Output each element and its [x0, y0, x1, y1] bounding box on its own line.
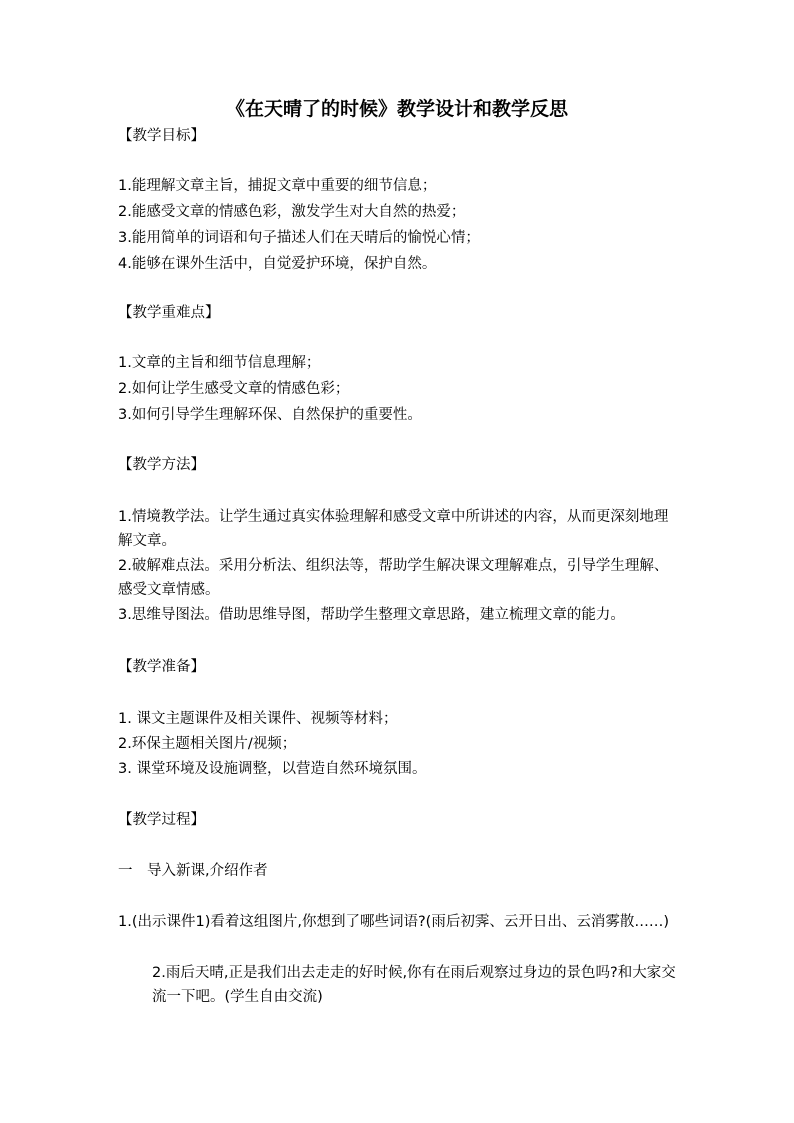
process-step-1-title: 一 导入新课,介绍作者 — [118, 863, 268, 879]
goal-item-3: 3.能用简单的词语和句子描述人们在天晴后的愉悦心情； — [118, 230, 480, 246]
key-point-item-2: 2.如何让学生感受文章的情感色彩； — [118, 381, 350, 397]
section-heading-process: 【教学过程】 — [118, 812, 205, 828]
method-item-1: 1.情境教学法。让学生通过真实体验理解和感受文章中所讲述的内容，从而更深刻地理解文章。 — [118, 509, 669, 549]
method-item-2: 2.破解难点法。采用分析法、组织法等，帮助学生解决课文理解难点，引导学生理解、感受文章情感。 — [118, 558, 669, 598]
preparation-item-2: 2.环保主题相关图片/视频； — [118, 736, 297, 752]
goal-item-4: 4.能够在课外生活中，自觉爱护环境，保护自然。 — [118, 256, 437, 272]
method-item-3: 3.思维导图法。借助思维导图，帮助学生整理文章思路，建立梳理文章的能力。 — [118, 607, 625, 623]
goal-item-2: 2.能感受文章的情感色彩，激发学生对大自然的热爱； — [118, 204, 466, 220]
key-point-item-3: 3.如何引导学生理解环保、自然保护的重要性。 — [118, 407, 422, 423]
preparation-item-1: 1. 课文主题课件及相关课件、视频等材料； — [118, 711, 398, 727]
document-title: 《在天晴了的时候》教学设计和教学反思 — [225, 98, 568, 120]
section-heading-key-points: 【教学重难点】 — [118, 305, 220, 321]
section-heading-goals: 【教学目标】 — [118, 128, 205, 144]
section-heading-preparation: 【教学准备】 — [118, 659, 205, 675]
process-item-2: 2.雨后天晴,正是我们出去走走的好时候,你有在雨后观察过身边的景色吗?和大家交流一下吧。(学生自由交流) — [152, 965, 676, 1005]
goal-item-1: 1.能理解文章主旨，捕捉文章中重要的细节信息； — [118, 178, 437, 194]
process-item-1: 1.(出示课件1)看着这组图片,你想到了哪些词语?(雨后初霁、云开日出、云消雾散……) — [118, 914, 669, 930]
key-point-item-1: 1.文章的主旨和细节信息理解； — [118, 355, 321, 371]
section-heading-methods: 【教学方法】 — [118, 457, 205, 473]
preparation-item-3: 3. 课堂环境及设施调整，以营造自然环境氛围。 — [118, 761, 427, 777]
